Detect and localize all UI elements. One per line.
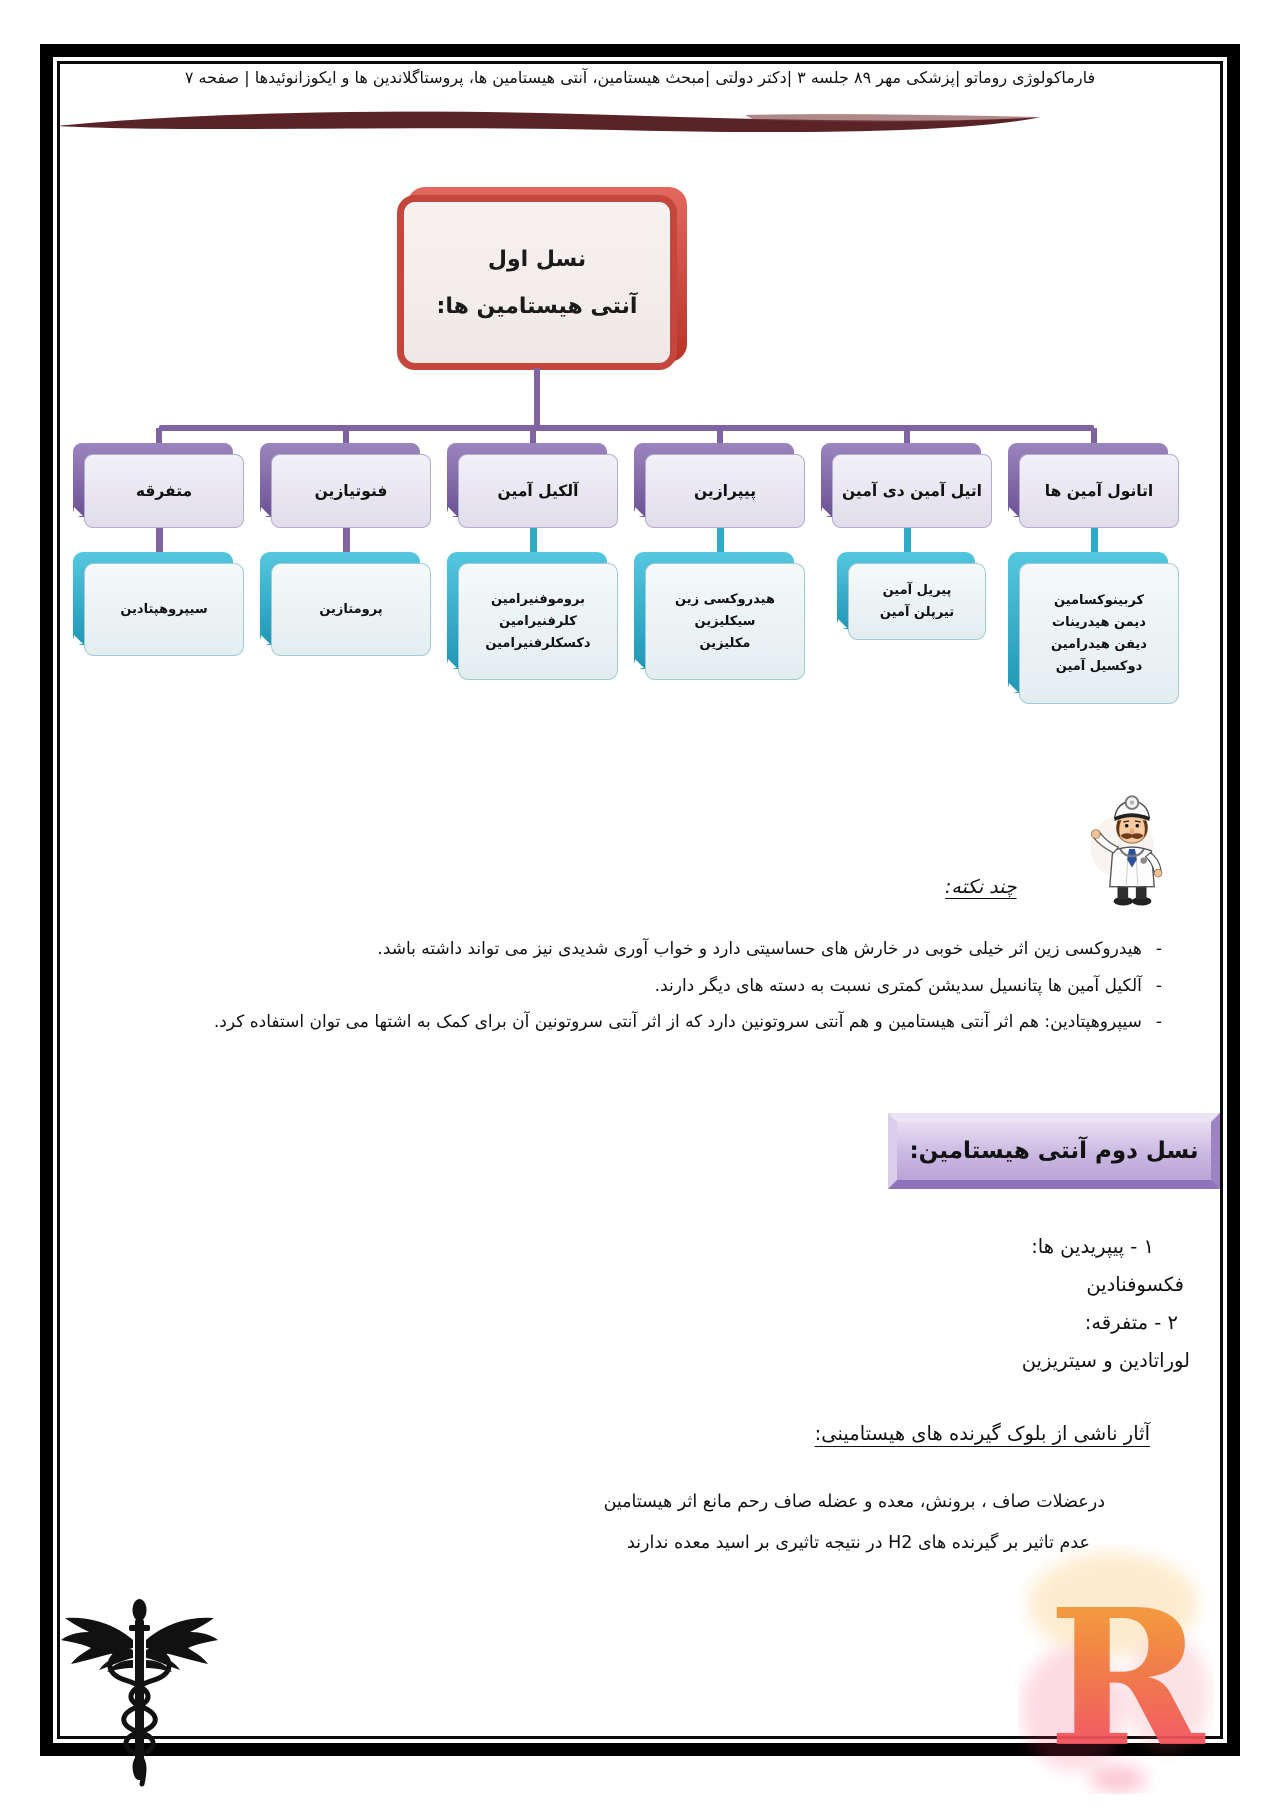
group-node: [1008, 443, 1180, 529]
group-node-face: [1019, 454, 1179, 528]
group-node: [260, 443, 432, 529]
note-item: [118, 936, 1162, 964]
drug-name: مکلیزین: [699, 636, 751, 651]
connector: [156, 528, 163, 552]
note-text: آلکیل آمین ها پتانسیل سدیشن کمتری نسبت به دسته های دیگر دارند.: [654, 975, 1142, 996]
drug-name: پیریل آمین: [882, 583, 952, 598]
drug-name: کلرفنیرامین: [499, 614, 577, 629]
note-item: [118, 973, 1162, 1001]
group-node-face: [832, 454, 992, 528]
notes-heading: چند نکته:: [945, 876, 1017, 898]
connector: [530, 528, 537, 552]
list-item: ۱ - پیپریدین ها:: [1031, 1235, 1154, 1258]
list-item: ۲ - متفرقه:: [1084, 1311, 1178, 1335]
group-node: [73, 443, 245, 529]
drug-node-face: [84, 563, 244, 656]
bullet-dash: -: [1155, 1012, 1162, 1033]
connector: [904, 528, 911, 552]
page-header: فارماکولوژی روماتو |پزشکی مهر ۸۹ جلسه ۳ |دکتر دولتی |مبحث هیستامین، آنتی هیستامین ها، پروستاگلاندین ها و ایکوزانوئیدها | صفحه ۷: [184, 68, 1096, 87]
root-connector: [534, 368, 540, 428]
group-node: [447, 443, 619, 529]
connector: [717, 528, 724, 552]
connector: [1091, 528, 1098, 552]
second-generation-title-box: [888, 1113, 1220, 1189]
drug-name: کربینوکسامین: [1053, 593, 1145, 608]
diagram-column-ethanolamine: [1008, 425, 1180, 685]
doctor-cartoon-icon: [1083, 791, 1181, 907]
root-node-line1: نسل اول: [487, 246, 587, 272]
group-label: اتیل آمین دی آمین: [841, 482, 982, 500]
drug-name: بروموفنیرامین: [491, 592, 585, 607]
group-node: [821, 443, 993, 529]
group-node-face: [84, 454, 244, 528]
connector: [343, 528, 350, 552]
diagram-root-node: [397, 195, 677, 370]
swoosh-divider-icon: [55, 106, 1045, 140]
group-node: [634, 443, 806, 529]
list-item: فکسوفنادین: [1086, 1273, 1184, 1297]
note-text: سیپروهپتادین: هم اثر آنتی هیستامین و هم آنتی سروتونین دارد که از اثر آنتی سروتونین آن برای کمک به اشتها می توان استفاده کرد.: [213, 1012, 1142, 1033]
group-label: پیپرازین: [693, 482, 757, 500]
caduceus-icon: [58, 1588, 220, 1803]
svg-text:R: R: [1048, 1568, 1205, 1789]
r-watercolor-watermark: [1018, 1544, 1214, 1794]
drug-name: دکسکلرفنیرامین: [485, 636, 591, 651]
drug-name: دیمن هیدرینات: [1052, 615, 1146, 630]
diagram-column-misc: [73, 425, 245, 685]
group-node-face: [645, 454, 805, 528]
notes-list: [118, 936, 1162, 1046]
group-node-face: [458, 454, 618, 528]
bullet-dash: -: [1155, 939, 1162, 959]
drug-name: تیرپلن آمین: [879, 605, 955, 620]
group-node-face: [271, 454, 431, 528]
diagram-column-alkylamine: [447, 425, 619, 685]
drug-node-face: [848, 563, 986, 640]
drug-name: سیکلیزین: [694, 614, 756, 629]
drug-node-face: [271, 563, 431, 656]
note-text: هیدروکسی زین اثر خیلی خوبی در خارش های حساسیتی دارد و خواب آوری شدیدی نیز می تواند داشته باشد.: [377, 939, 1142, 959]
group-label: اتانول آمین ها: [1044, 482, 1154, 500]
drug-name: دوکسیل آمین: [1055, 659, 1143, 674]
first-generation-diagram: [55, 170, 1205, 682]
diagram-column-phenothiazine: [260, 425, 432, 685]
drug-name: سیپروهپتادین: [120, 602, 208, 617]
second-generation-list: [790, 1228, 1190, 1380]
note-item: [118, 1009, 1162, 1037]
diagram-column-ethylenediamine: [821, 425, 993, 685]
diagram-column-piperazine: [634, 425, 806, 685]
drug-node-face: [458, 563, 618, 680]
root-node-line2: آنتی هیستامین ها:: [436, 293, 638, 319]
drug-node-face: [645, 563, 805, 680]
second-generation-title: نسل دوم آنتی هیستامین:: [909, 1138, 1199, 1164]
group-label: فنوتیازین: [314, 482, 388, 500]
drug-node-face: [1019, 563, 1179, 704]
effects-line: عدم تاثیر بر گیرنده های H2 در نتیجه تاثیری بر اسید معده ندارند: [627, 1533, 1090, 1553]
list-item: لوراتادین و سیتریزین: [1021, 1349, 1190, 1373]
group-label: متفرقه: [135, 482, 193, 500]
bullet-dash: -: [1155, 975, 1162, 996]
drug-name: دیفن هیدرامین: [1051, 637, 1147, 652]
group-label: آلکیل آمین: [497, 482, 579, 500]
drug-name: پرومتازین: [319, 602, 383, 617]
effects-line: درعضلات صاف ، برونش، معده و عضله صاف رحم مانع اثر هیستامین: [603, 1492, 1105, 1512]
drug-name: هیدروکسی زین: [675, 592, 775, 607]
effects-heading: آثار ناشی از بلوک گیرنده های هیستامینی:: [814, 1422, 1150, 1445]
